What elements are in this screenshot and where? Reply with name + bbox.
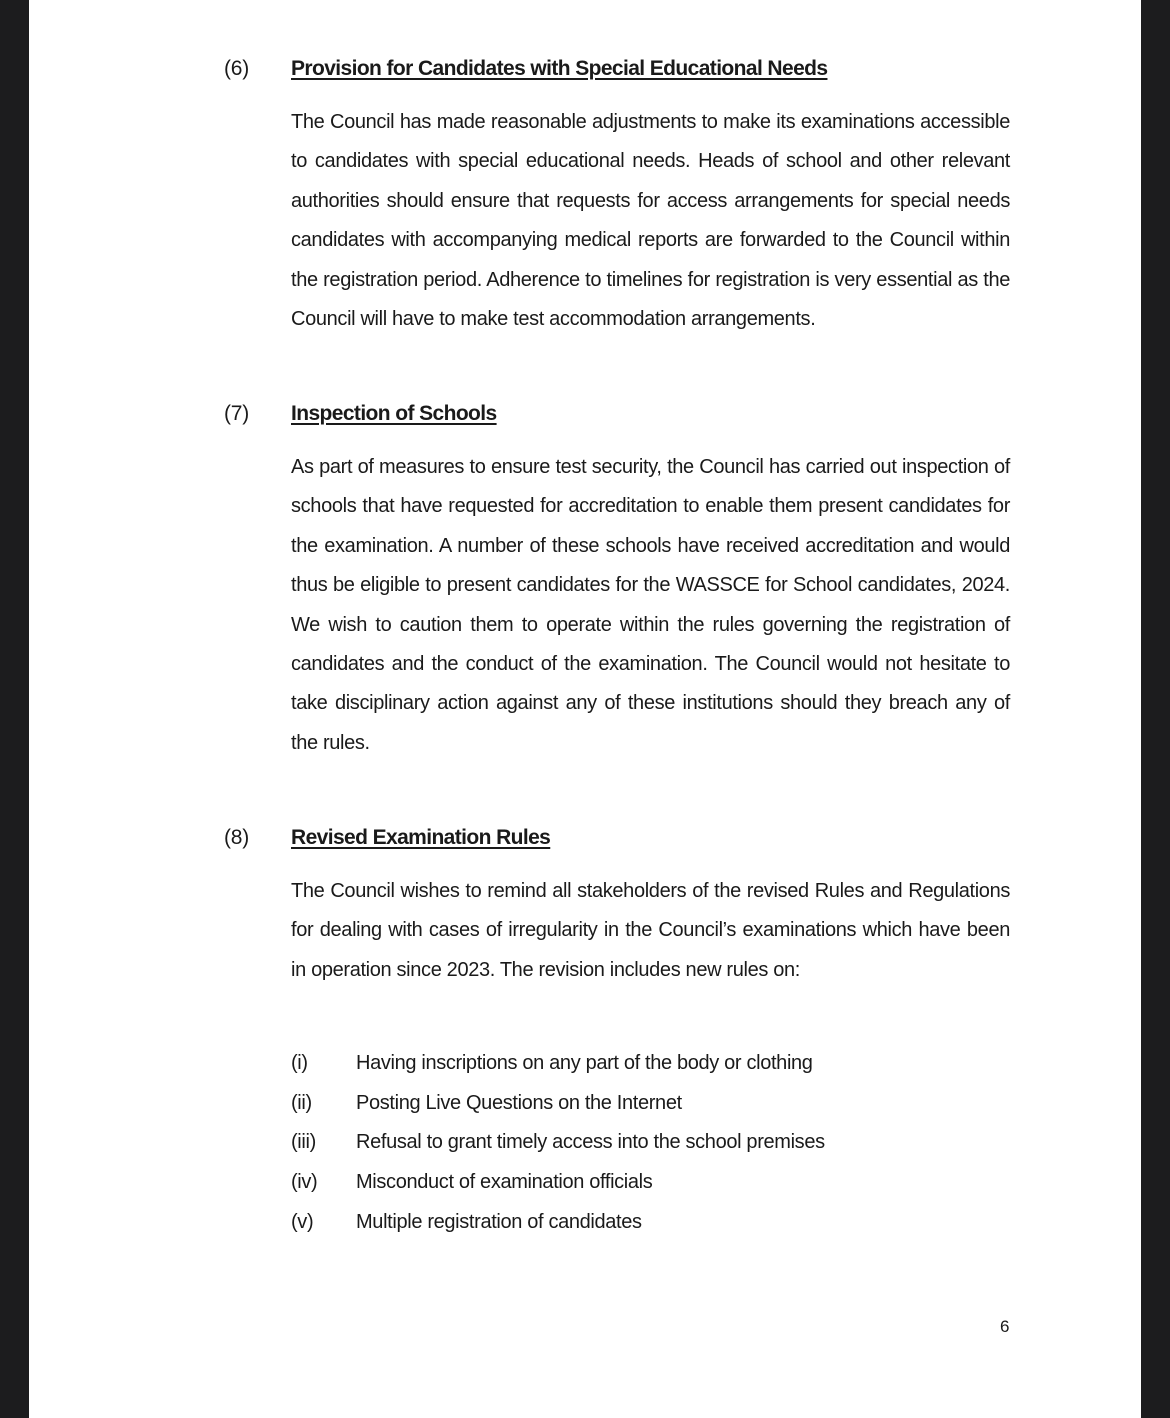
list-item [291, 1165, 1011, 1205]
section-7-paragraph: As part of measures to ensure test security, the Council has carried out inspection of schools that have requested for accreditation to enable them present candidates for the examination. A number of these schools have received accreditation and would thus be eligible to present candidates for the WASSCE for School candidates, 2024. We wish to caution them to operate within the rules governing the registration of candidates and the conduct of the examination. The Council would not hesitate to take disciplinary action against any of these institutions should they breach any of the rules. [291, 456, 1010, 754]
list-item-number: (v) [291, 1210, 314, 1233]
section-6-paragraph: The Council has made reasonable adjustments to make its examinations accessible to candidates with special educational needs. Heads of school and other relevant authorities should ensure that requests for access arrangements for special needs candidates with accompanying medical reports are forwarded to the Council within the registration period. Adherence to timelines for registration is very essential as the Council will have to make test accommodation arrangements. [291, 111, 1010, 331]
list-item-number: (ii) [291, 1091, 312, 1114]
section-7-number: (7) [224, 402, 250, 425]
document-page [29, 0, 1141, 1418]
list-item-text: Multiple registration of candidates [356, 1210, 642, 1233]
list-item-number: (i) [291, 1052, 308, 1074]
section-6-heading: Provision for Candidates with Special Educational Needs [291, 57, 828, 80]
section-6-number: (6) [224, 57, 250, 80]
page-number: 6 [1000, 1317, 1010, 1336]
list-item [291, 1125, 1011, 1165]
section-8-heading: Revised Examination Rules [291, 826, 551, 849]
revised-rules-list [291, 1046, 1011, 1244]
section-7-heading: Inspection of Schools [291, 402, 497, 425]
list-item-text: Refusal to grant timely access into the school premises [356, 1131, 825, 1154]
list-item [291, 1046, 1011, 1086]
section-8-paragraph: The Council wishes to remind all stakeholders of the revised Rules and Regulations for dealing with cases of irregularity in the Council’s examinations which have been in operation since 2023. The revision includes new rules on: [291, 880, 1010, 981]
list-item [291, 1205, 1011, 1245]
list-item [291, 1086, 1011, 1126]
list-item-number: (iii) [291, 1131, 316, 1154]
list-item-number: (iv) [291, 1171, 318, 1194]
list-item-text: Posting Live Questions on the Internet [356, 1091, 682, 1114]
section-8-number: (8) [224, 826, 250, 849]
list-item-text: Having inscriptions on any part of the body or clothing [356, 1052, 813, 1074]
list-item-text: Misconduct of examination officials [356, 1171, 653, 1194]
